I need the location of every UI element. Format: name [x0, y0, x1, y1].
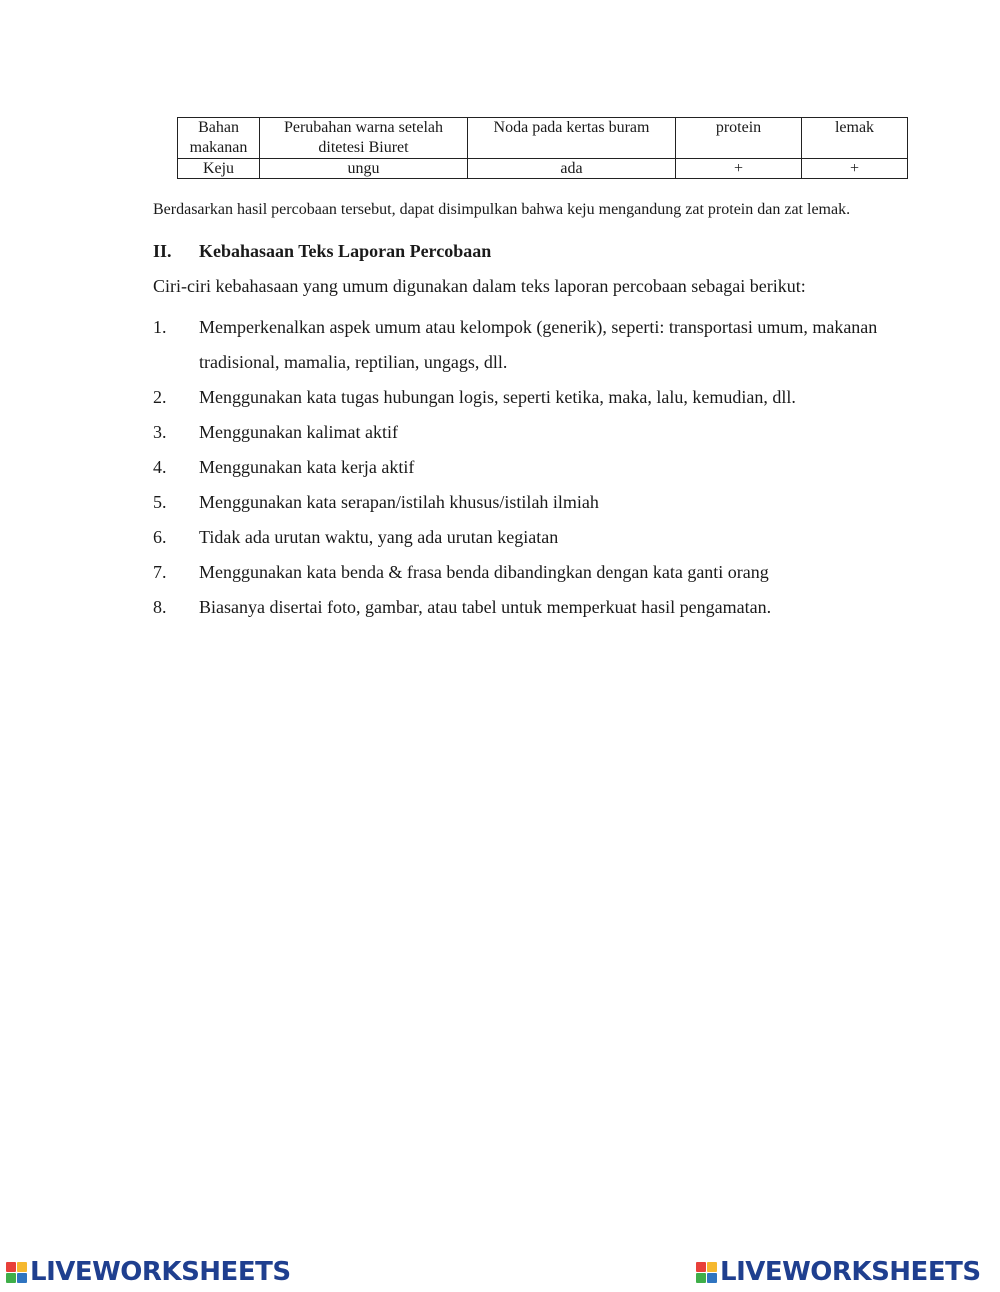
table-header-cell: Noda pada kertas buram — [468, 118, 676, 159]
list-item-number: 1. — [153, 317, 167, 337]
liveworksheets-logo-right[interactable] — [696, 1257, 981, 1287]
table-cell: + — [802, 159, 908, 179]
liveworksheets-logo-icon — [6, 1262, 27, 1283]
list-item — [153, 380, 953, 415]
results-table — [177, 117, 908, 179]
brand-name: LIVEWORKSHEETS — [720, 1257, 981, 1287]
list-item — [153, 310, 953, 380]
list-item-number: 8. — [153, 597, 167, 617]
intro-text: Ciri-ciri kebahasaan yang umum digunakan dalam teks laporan percobaan sebagai berikut: — [153, 276, 806, 296]
list-item-text: Menggunakan kata tugas hubungan logis, seperti ketika, maka, lalu, kemudian, dll. — [199, 387, 796, 407]
section-number: II. — [153, 241, 172, 261]
section-title: Kebahasaan Teks Laporan Percobaan — [199, 241, 492, 261]
list-item-number: 4. — [153, 457, 167, 477]
list-item-number: 6. — [153, 527, 167, 547]
table-cell: ungu — [260, 159, 468, 179]
list-item-text: Menggunakan kata kerja aktif — [199, 457, 415, 477]
list-item-text: Menggunakan kata serapan/istilah khusus/istilah ilmiah — [199, 492, 599, 512]
table-row — [178, 159, 908, 179]
list-item — [153, 520, 953, 555]
list-item-number: 5. — [153, 492, 167, 512]
table-header-cell: Perubahan warna setelah ditetesi Biuret — [260, 118, 468, 159]
section-heading — [153, 241, 491, 262]
list-item-text: Memperkenalkan aspek umum atau kelompok (generik), seperti: transportasi umum, makanan tradisional, mamalia, reptilian, ungags, dll. — [199, 317, 878, 372]
list-item — [153, 450, 953, 485]
list-item-number: 7. — [153, 562, 167, 582]
list-item-number: 2. — [153, 387, 167, 407]
list-item-text: Tidak ada urutan waktu, yang ada urutan kegiatan — [199, 527, 559, 547]
list-item-text: Biasanya disertai foto, gambar, atau tabel untuk memperkuat hasil pengamatan. — [199, 597, 772, 617]
liveworksheets-logo-left[interactable] — [6, 1257, 291, 1287]
table-header-row — [178, 118, 908, 159]
table-cell: ada — [468, 159, 676, 179]
table-header-cell: Bahan makanan — [178, 118, 260, 159]
conclusion-text: Berdasarkan hasil percobaan tersebut, dapat disimpulkan bahwa keju mengandung zat protein dan zat lemak. — [153, 201, 851, 218]
brand-name: LIVEWORKSHEETS — [30, 1257, 291, 1287]
list-item-number: 3. — [153, 422, 167, 442]
list-item-text: Menggunakan kata benda & frasa benda dibandingkan dengan kata ganti orang — [199, 562, 769, 582]
list-item-text: Menggunakan kalimat aktif — [199, 422, 398, 442]
table-cell: Keju — [178, 159, 260, 179]
list-item — [153, 485, 953, 520]
features-list — [153, 310, 953, 625]
list-item — [153, 590, 953, 625]
list-item — [153, 555, 953, 590]
liveworksheets-logo-icon — [696, 1262, 717, 1283]
table-cell: + — [676, 159, 802, 179]
table-header-cell: protein — [676, 118, 802, 159]
table-header-cell: lemak — [802, 118, 908, 159]
list-item — [153, 415, 953, 450]
